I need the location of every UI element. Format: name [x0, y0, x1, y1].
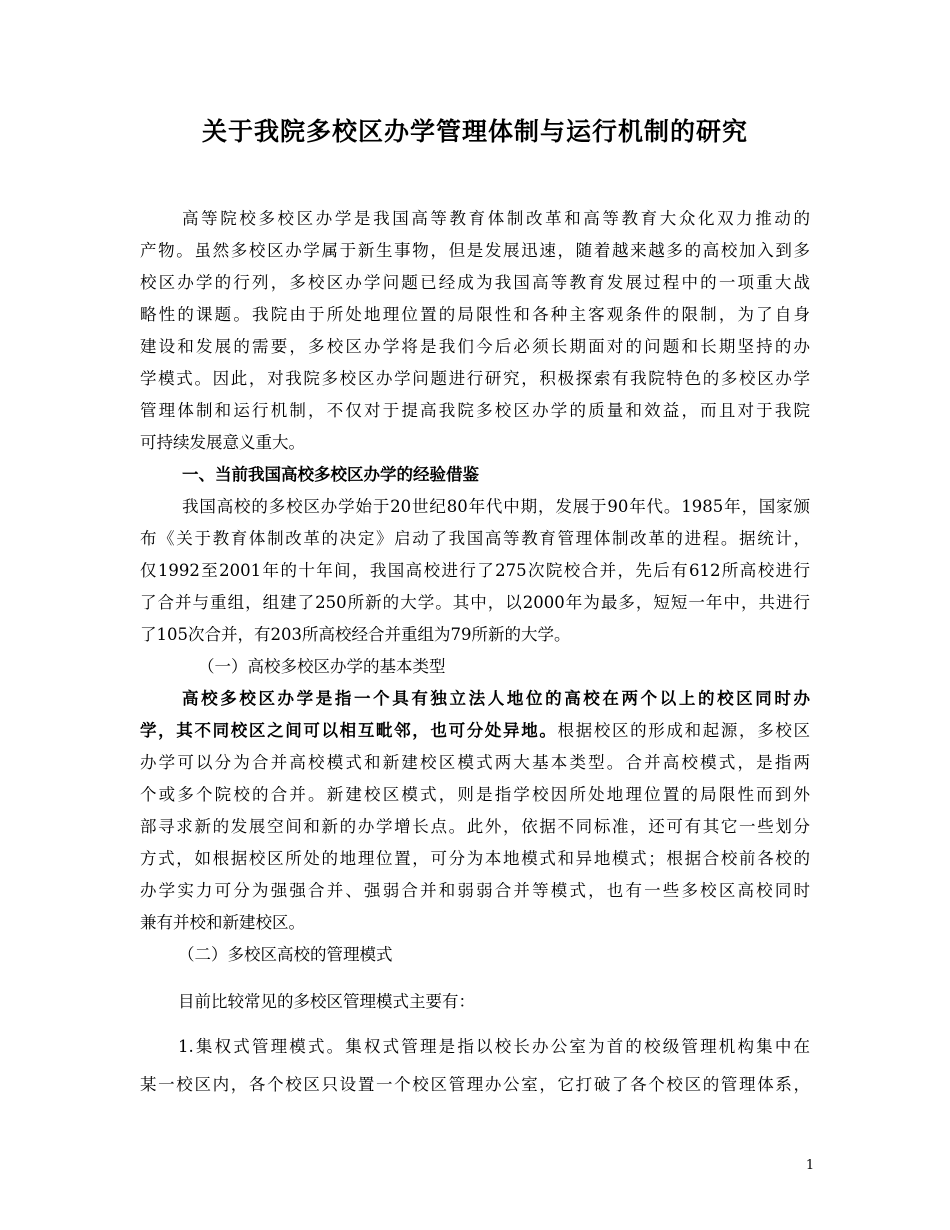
paragraph-line: 办学实力可分为强强合并、强弱合并和弱弱合并等模式，也有一些多校区高校同时 — [140, 881, 810, 900]
paragraph-line: 兼有并校和新建校区。 — [140, 913, 305, 932]
subsection-heading: （二）多校区高校的管理模式 — [178, 945, 393, 964]
paragraph-line: 了105次合并，有203所高校经合并重组为79所新的大学。 — [140, 625, 571, 644]
paragraph-line: 可持续发展意义重大。 — [140, 433, 305, 452]
paragraph-line: 仅1992至2001年的十年间，我国高校进行了275次院校合并，先后有612所高校进行 — [140, 561, 810, 580]
mixed-line — [140, 717, 810, 745]
paragraph-line: 办学可以分为合并高校模式和新建校区模式两大基本类型。合并高校模式，是指两 — [140, 753, 810, 772]
paragraph-line: 略性的课题。我院由于所处地理位置的局限性和各种主客观条件的限制，为了自身 — [140, 305, 810, 324]
paragraph-line: 个或多个院校的合并。新建校区模式，则是指学校因所处地理位置的局限性而到外 — [140, 785, 810, 804]
paragraph-line: 产物。虽然多校区办学属于新生事物，但是发展迅速，随着越来越多的高校加入到多 — [140, 241, 810, 260]
page-number: 1 — [805, 1158, 815, 1173]
paragraph-line: 校区办学的行列，多校区办学问题已经成为我国高等教育发展过程中的一项重大战 — [140, 273, 810, 292]
paragraph-line: 目前比较常见的多校区管理模式主要有： — [178, 992, 475, 1011]
paragraph-line: 方式，如根据校区所处的地理位置，可分为本地模式和异地模式；根据合校前各校的 — [140, 849, 810, 868]
paragraph-line: 建设和发展的需要，多校区办学将是我们今后必须长期面对的问题和长期坚持的办 — [140, 337, 810, 356]
paragraph-line: 我国高校的多校区办学始于20世纪80年代中期，发展于90年代。1985年，国家颁 — [182, 497, 810, 516]
paragraph-line: 学模式。因此，对我院多校区办学问题进行研究，积极探索有我院特色的多校区办学 — [140, 369, 810, 388]
bold-definition-text: 学，其不同校区之间可以相互毗邻，也可分处异地。 — [140, 721, 558, 740]
paragraph-line: 管理体制和运行机制，不仅对于提高我院多校区办学的质量和效益，而且对于我院 — [140, 401, 810, 420]
page-title: 关于我院多校区办学管理体制与运行机制的研究 — [201, 117, 748, 146]
bold-definition-line: 高校多校区办学是指一个具有独立法人地位的高校在两个以上的校区同时办 — [182, 689, 810, 708]
paragraph-line: 高等院校多校区办学是我国高等教育体制改革和高等教育大众化双力推动的 — [182, 209, 810, 228]
paragraph-line: 某一校区内，各个校区只设置一个校区管理办公室，它打破了各个校区的管理体系， — [140, 1075, 810, 1094]
paragraph-line: 了合并与重组，组建了250所新的大学。其中，以2000年为最多，短短一年中，共进行 — [140, 593, 810, 612]
paragraph-line: 布《关于教育体制改革的决定》启动了我国高等教育管理体制改革的进程。据统计， — [140, 529, 810, 548]
paragraph-text: 根据校区的形成和起源，多校区 — [557, 721, 810, 740]
subsection-heading: （一）高校多校区办学的基本类型 — [198, 657, 446, 676]
paragraph-line: 1.集权式管理模式。集权式管理是指以校长办公室为首的校级管理机构集中在 — [178, 1037, 810, 1056]
section-heading: 一、当前我国高校多校区办学的经验借鉴 — [182, 465, 479, 484]
paragraph-line: 部寻求新的发展空间和新的办学增长点。此外，依据不同标准，还可有其它一些划分 — [140, 817, 810, 836]
